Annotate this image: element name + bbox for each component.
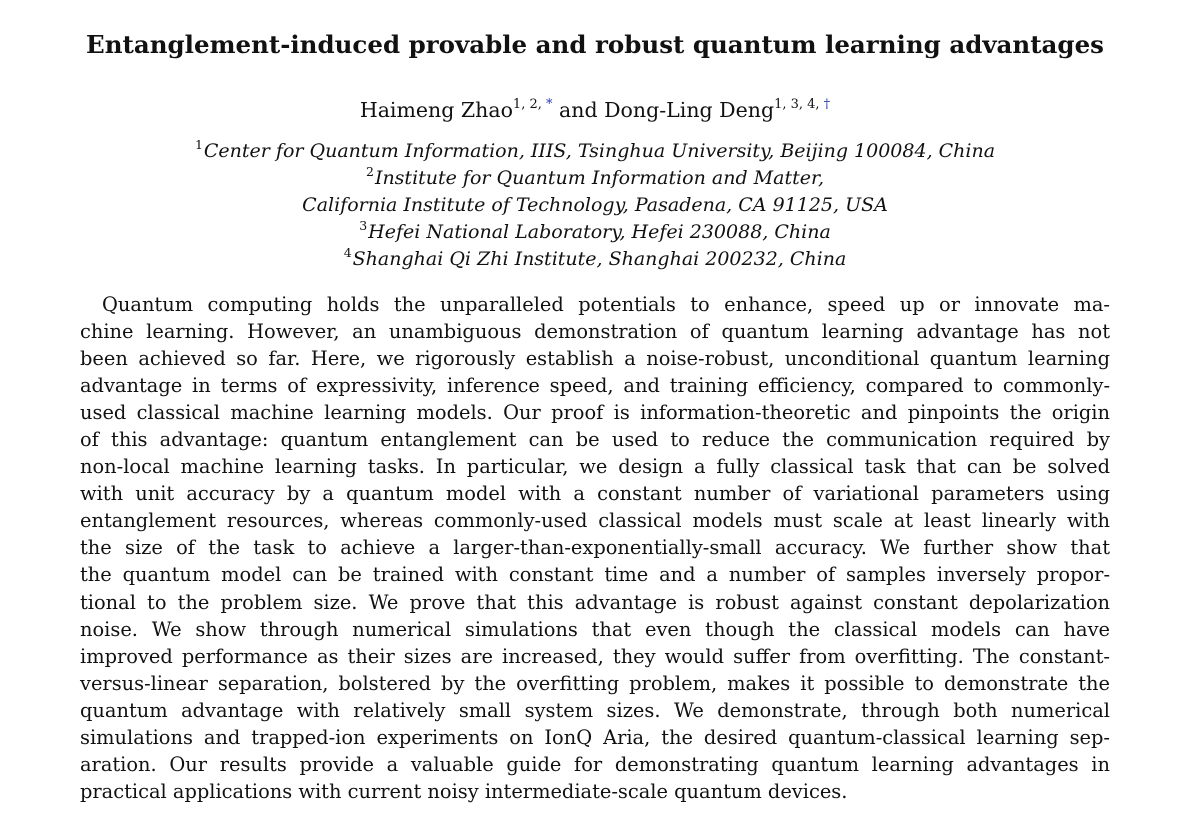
- affiliation-line: $^2$Institute for Quantum Information and Matter,: [365, 164, 824, 189]
- affiliation-list: [0, 138, 1190, 273]
- abstract-line: non-local machine learning tasks. In particular, we design a fully classical task that can be solved: [80, 455, 1110, 479]
- author-list: [0, 98, 1190, 122]
- abstract-line: simulations and trapped-ion experiments on IonQ Aria, the desired quantum-classical learning sep-: [80, 725, 1110, 749]
- abstract-line: of this advantage: quantum entanglement can be used to reduce the communication required by: [80, 428, 1110, 452]
- abstract-line: quantum advantage with relatively small system sizes. We demonstrate, through both numerical: [80, 698, 1110, 722]
- affiliation-mark: 3: [359, 218, 368, 233]
- author-affiliation-marks: 1, 3, 4, †: [774, 97, 831, 112]
- abstract-line: improved performance as their sizes are increased, they would suffer from overfitting. The constant-: [80, 644, 1110, 668]
- affiliation-mark: 2: [365, 164, 374, 179]
- authors-joiner: and: [559, 98, 598, 122]
- abstract-line: noise. We show through numerical simulations that even though the classical models can have: [80, 617, 1110, 641]
- abstract-line: practical applications with current noisy intermediate-scale quantum devices.: [80, 779, 848, 803]
- author-name: Dong-Ling Deng: [604, 98, 775, 122]
- paper-title: Entanglement-induced provable and robust quantum learning advantages: [86, 30, 1104, 59]
- abstract-line: chine learning. However, an unambiguous demonstration of quantum learning advantage has not: [80, 320, 1110, 344]
- abstract-line: Quantum computing holds the unparalleled potentials to enhance, speed up or innovate ma-: [102, 293, 1110, 316]
- abstract-line: advantage in terms of expressivity, inference speed, and training efficiency, compared to commonly-: [80, 374, 1110, 398]
- abstract-line: used classical machine learning models. Our proof is information-theoretic and pinpoints the origin: [80, 401, 1110, 425]
- affiliation-line: $^4$Shanghai Qi Zhi Institute, Shanghai 200232, China: [343, 245, 847, 270]
- author-name: Haimeng Zhao: [359, 98, 513, 122]
- abstract-line: aration. Our results provide a valuable guide for demonstrating quantum learning advantages in: [80, 752, 1110, 776]
- author-affiliation-marks: 1, 2, *: [512, 97, 553, 112]
- abstract-line: the size of the task to achieve a larger-than-exponentially-small accuracy. We further show that: [80, 536, 1110, 560]
- affiliation-mark: 1: [194, 137, 203, 152]
- abstract-line: versus-linear separation, bolstered by the overfitting problem, makes it possible to demonstrate the: [80, 671, 1110, 695]
- author-note-mark[interactable]: *: [546, 97, 553, 112]
- affiliation-line: $^3$Hefei National Laboratory, Hefei 230088, China: [359, 218, 831, 243]
- abstract-line: the quantum model can be trained with constant time and a number of samples inversely propor-: [80, 563, 1110, 587]
- abstract-line: entanglement resources, whereas commonly-used classical models must scale at least linearly with: [80, 509, 1110, 533]
- affiliation-mark: 4: [343, 245, 352, 260]
- abstract: [80, 291, 1110, 805]
- affiliation-line: $^1$Center for Quantum Information, IIIS, Tsinghua University, Beijing 100084, China: [194, 137, 996, 162]
- abstract-line: with unit accuracy by a quantum model with a constant number of variational parameters using: [80, 482, 1110, 506]
- abstract-line: been achieved so far. Here, we rigorously establish a noise-robust, unconditional quantum learning: [80, 347, 1110, 371]
- author-note-mark[interactable]: †: [823, 97, 831, 112]
- affiliation-line: California Institute of Technology, Pasadena, CA 91125, USA: [302, 194, 888, 216]
- abstract-line: tional to the problem size. We prove that this advantage is robust against constant depolarization: [80, 590, 1110, 614]
